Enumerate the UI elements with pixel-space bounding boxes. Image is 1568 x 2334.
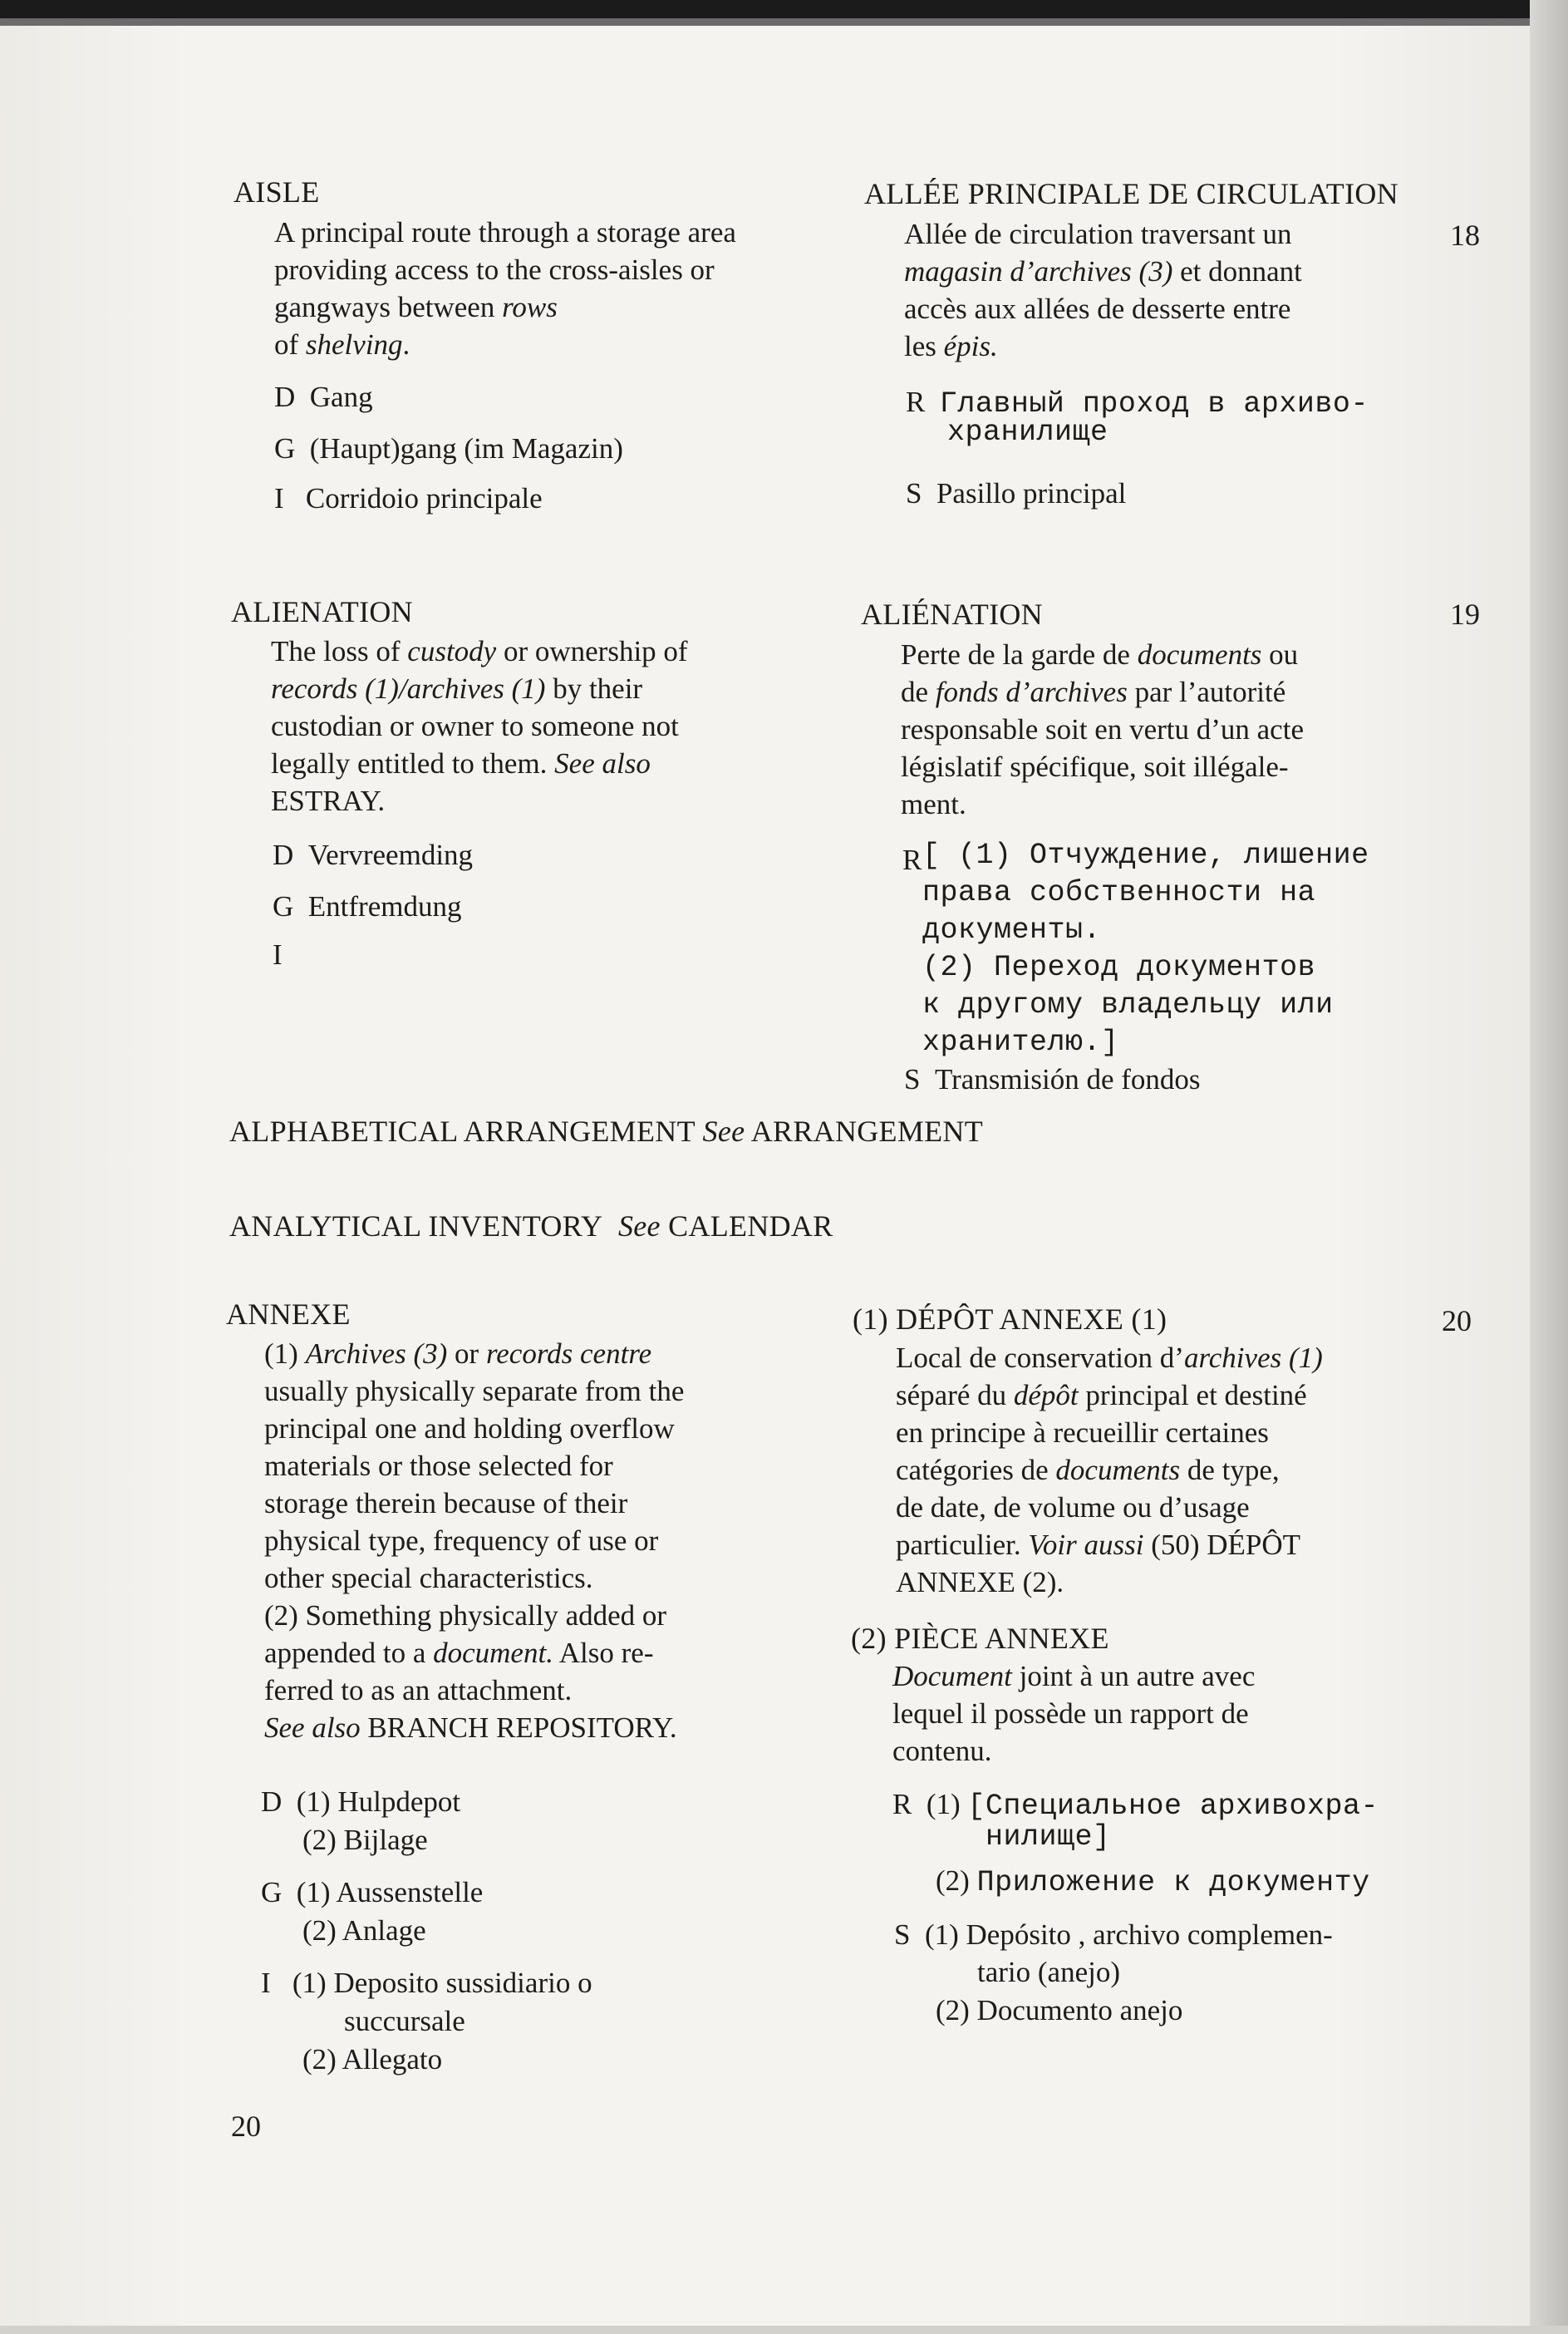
equivalent-i-cont: succursale — [344, 2005, 465, 2037]
entry-definition-fr: Local de conservation d’archives (1) séparé du dépôt principal et destiné en principe à recueillir certaines catégories de documents de type, de date, de volume ou d’usage particulier. Voir aussi (50) DÉPÔT ANNEXE (2). — [896, 1342, 1323, 1598]
equivalent-r-cont: нилище] — [986, 1820, 1111, 1854]
equivalent-s: S Transmisión de fondos — [904, 1063, 1201, 1096]
equivalent-i: I Corridoio principale — [274, 482, 543, 515]
equivalent-i: I — [273, 938, 283, 971]
equivalent-i: I (1) Deposito sussidiario o — [261, 1967, 592, 1999]
equivalent-s-cont: tario (anejo) — [977, 1956, 1120, 1988]
equivalent-g: G (Haupt)gang (im Magazin) — [274, 432, 623, 465]
equivalent-s: S Pasillo principal — [906, 477, 1127, 510]
scan-top-shadow — [0, 18, 1568, 26]
equivalent-g: G (1) Aussenstelle — [261, 1876, 484, 1908]
equivalent-r: R Главный проход в архиво- — [906, 386, 1369, 421]
equivalent-r: R — [902, 844, 922, 876]
entry-term-en: ANNEXE — [226, 1297, 351, 1331]
entry-term-en: ALIENATION — [231, 595, 413, 628]
page-number: 20 — [231, 2110, 261, 2143]
entry-term-fr: ALIÉNATION — [861, 598, 1043, 631]
equivalent-r: R (1) [Специальное архивохра- — [892, 1788, 1379, 1823]
entry-term-fr: (1) DÉPÔT ANNEXE (1) — [853, 1302, 1167, 1336]
cross-reference: ANALYTICAL INVENTORY See CALENDAR — [229, 1209, 833, 1243]
equivalent-r-text: [ (1) Отчуждение, лишение права собственности на документы. (2) Переход документов к другому владельцу или хранителю.] — [922, 839, 1369, 1059]
equivalent-s: S (1) Depósito , archivo complemen- — [894, 1918, 1333, 1951]
equivalent-g: G Entfremdung — [273, 890, 462, 923]
entry-term-fr: (2) PIÈCE ANNEXE — [851, 1622, 1109, 1655]
entry-definition-en: The loss of custody or ownership of records (1)/archives (1) by their custodian or owner to someone not legally entitled to them. See also ESTRAY. — [271, 635, 688, 817]
equivalent-s-item: (2) Documento anejo — [936, 1994, 1183, 2026]
equivalent-d: D (1) Hulpdepot — [261, 1785, 461, 1818]
equivalent-g-cont: (2) Anlage — [302, 1914, 426, 1947]
entry-definition-fr: Allée de circulation traversant un magasin d’archives (3) et donnant accès aux allées de desserte entre les épis. — [904, 218, 1302, 362]
entry-number: 20 — [1442, 1304, 1472, 1337]
scan-top-border — [0, 0, 1568, 18]
scan-right-edge — [1530, 0, 1568, 2334]
entry-definition-en: (1) Archives (3) or records centre usually physically separate from the principal one and holding overflow materials or those selected for storage therein because of their physical type, frequency of use or other special characteristics. (2) Something physically added or appended to a document. Also re- ferred to as an attachment. See also BRANCH REPOSITORY. — [264, 1337, 685, 1744]
entry-definition-en: A principal route through a storage area providing access to the cross-aisles or gangways between rows of shelving. — [274, 216, 736, 361]
scan-bottom-edge — [0, 2326, 1568, 2334]
entry-term-en: AISLE — [233, 175, 320, 209]
entry-term-fr: ALLÉE PRINCIPALE DE CIRCULATION — [864, 177, 1398, 210]
entry-number: 18 — [1450, 219, 1480, 252]
equivalent-d-cont: (2) Bijlage — [302, 1824, 428, 1856]
entry-definition-fr: Document joint à un autre avec lequel il possède un rapport de contenu. — [892, 1660, 1256, 1767]
equivalent-r-cont: хранилище — [947, 416, 1108, 449]
entry-number: 19 — [1450, 598, 1480, 631]
equivalent-r-item: (2) Приложение к документу — [936, 1864, 1370, 1899]
equivalent-d: D Vervreemding — [273, 839, 474, 871]
equivalent-i-cont: (2) Allegato — [302, 2043, 443, 2075]
entry-definition-fr: Perte de la garde de documents ou de fonds d’archives par l’autorité responsable soit en vertu d’un acte législatif spécifique, soit illégale- ment. — [901, 638, 1304, 820]
cross-reference: ALPHABETICAL ARRANGEMENT See ARRANGEMENT — [229, 1115, 984, 1148]
equivalent-d: D Gang — [274, 381, 373, 413]
